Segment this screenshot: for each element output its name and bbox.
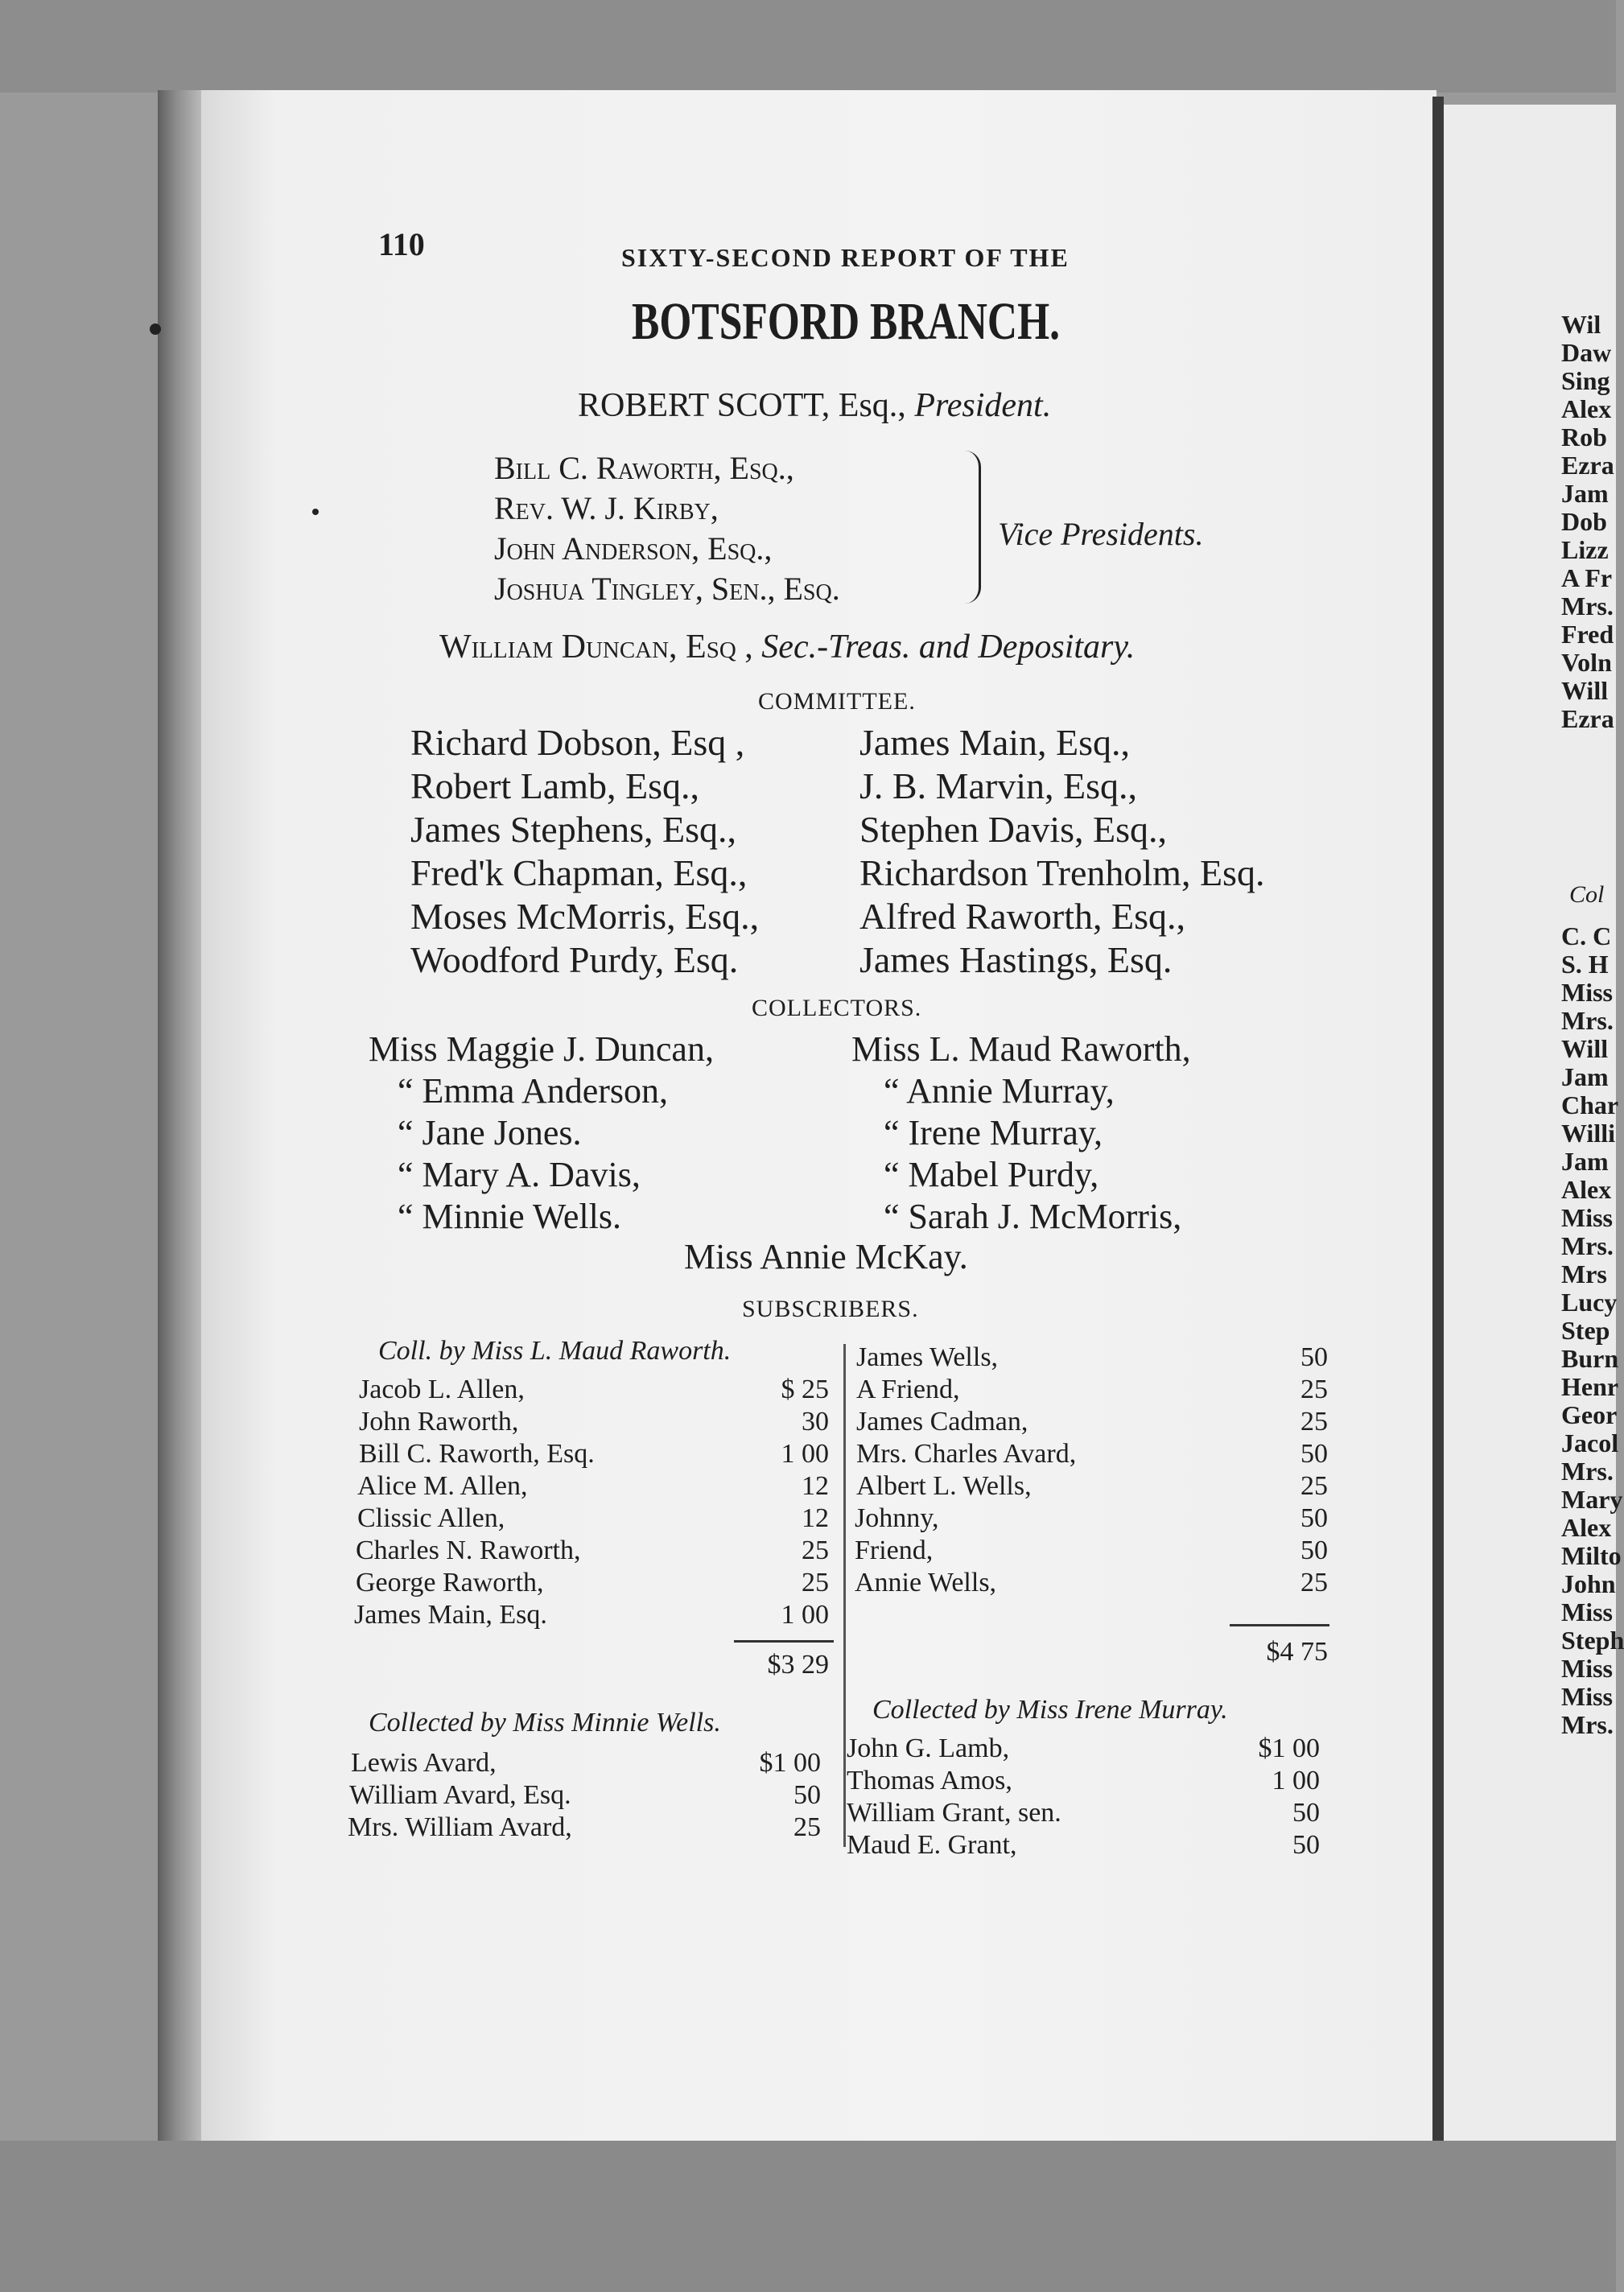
collector: “ Minnie Wells. [398,1197,621,1236]
vice-president: Bill C. Raworth, Esq., [494,450,794,486]
right-page-word: John [1561,1569,1616,1598]
subscriber-amount: 1 00 [781,1600,829,1630]
right-page-word: Jacol [1561,1428,1619,1457]
collector-heading: Collected by Miss Irene Murray. [872,1695,1228,1725]
total-rule [734,1640,834,1643]
president-name: ROBERT SCOTT, Esq., [578,387,906,424]
right-page-word: Milto [1561,1541,1622,1570]
collector: “ Jane Jones. [398,1113,582,1152]
subscriber-amount: 50 [1300,1536,1328,1565]
right-page-word: Alex [1561,1175,1612,1204]
right-page-word: Willi [1561,1119,1615,1148]
subscriber-name: Albert L. Wells, [856,1471,1032,1501]
subscriber-name: James Wells, [856,1342,999,1372]
subscriber-amount: 25 [1300,1375,1328,1404]
subscriber-name: James Main, Esq. [354,1600,547,1630]
right-page-word: Daw [1561,338,1612,367]
right-page-word: S. H [1561,950,1609,979]
committee-member: James Stephens, Esq., [410,809,737,850]
scan-frame-bottom [0,2141,1616,2292]
right-page-word: Char [1561,1090,1619,1119]
right-page-word: Ezra [1561,451,1614,480]
committee-member: Fred'k Chapman, Esq., [410,852,748,893]
committee-member: Woodford Purdy, Esq. [410,939,739,980]
subscriber-name: Clissic Allen, [357,1503,505,1533]
collector-heading: Collected by Miss Minnie Wells. [369,1708,721,1738]
right-page-word: Dob [1561,507,1607,536]
page-number: 110 [378,226,425,262]
secretary-name: William Duncan, Esq , [439,629,753,666]
right-page-word: Miss [1561,1597,1613,1626]
subscriber-amount: $ 25 [781,1375,829,1404]
subscriber-name: A Friend, [856,1375,960,1404]
collector-heading: Coll. by Miss L. Maud Raworth. [378,1336,732,1366]
subscriber-name: Friend, [855,1536,934,1565]
right-page-word: Step [1561,1316,1610,1345]
committee-member: Richardson Trenholm, Esq. [859,852,1265,893]
collector: “ Annie Murray, [884,1071,1115,1111]
committee-heading: COMMITTEE. [758,688,916,715]
right-page-word: Jam [1561,1062,1609,1091]
subscriber-name: Maud E. Grant, [847,1830,1017,1860]
subscriber-amount: 25 [1300,1407,1328,1437]
right-page-word: Mrs. [1561,1710,1614,1739]
subscriber-name: Thomas Amos, [847,1766,1012,1795]
subscriber-amount: 50 [1300,1342,1328,1372]
subscriber-name: Lewis Avard, [351,1748,497,1778]
subscribers-heading: SUBSCRIBERS. [742,1296,919,1322]
right-page-word: Miss [1561,1682,1613,1711]
right-page-word: Henr [1561,1372,1619,1401]
right-page-word: Rob [1561,423,1607,451]
committee-member: Robert Lamb, Esq., [410,765,699,806]
scan-speck [312,509,319,515]
subscriber-amount: 25 [802,1536,829,1565]
right-page-word: Will [1561,676,1609,705]
right-page-word: Mary [1561,1485,1623,1514]
right-page-word: Lizz [1561,535,1609,564]
subscriber-amount: 25 [1300,1471,1328,1501]
right-page-word: Alex [1561,394,1612,423]
subscriber-amount: 50 [1292,1830,1320,1860]
column-divider [843,1344,846,1847]
collector: Miss Maggie J. Duncan, [369,1029,714,1069]
subscriber-name: Mrs. Charles Avard, [856,1439,1077,1469]
subscriber-amount: 12 [802,1471,829,1501]
right-page-word: Alex [1561,1513,1612,1542]
right-page-word: Geor [1561,1400,1618,1429]
subscriber-amount: 1 00 [781,1439,829,1469]
subscriber-amount: 50 [1292,1798,1320,1828]
collector: “ Sarah J. McMorris, [884,1197,1182,1236]
right-page-word: Mrs. [1561,1231,1614,1260]
vice-presidents-label: Vice Presidents. [998,516,1204,552]
president-line [578,386,1051,425]
subscriber-name: William Avard, Esq. [349,1780,571,1810]
brace [964,451,981,604]
right-page-word: Jam [1561,479,1609,508]
subscriber-amount: 1 00 [1272,1766,1320,1795]
collector: Miss Annie McKay. [684,1237,968,1276]
right-page-word: Sing [1561,366,1610,395]
subscriber-amount: 30 [802,1407,829,1437]
page-gutter [1432,97,1444,2145]
subscriber-name: Bill C. Raworth, Esq. [359,1439,595,1469]
committee-member: James Hastings, Esq. [859,939,1173,980]
subscriber-name: Jacob L. Allen, [359,1375,525,1404]
subscriber-name: Mrs. William Avard, [348,1812,572,1842]
subscriber-name: William Grant, sen. [847,1798,1061,1828]
subscriber-amount: 25 [793,1812,821,1842]
right-page-word: Mrs. [1561,592,1614,620]
subscriber-name: George Raworth, [356,1568,544,1597]
right-page-word: Voln [1561,648,1612,677]
running-head: SIXTY-SECOND REPORT OF THE [621,243,1070,272]
subscriber-amount: 25 [802,1568,829,1597]
block-total: $3 29 [767,1650,829,1680]
collector: “ Mary A. Davis, [398,1155,641,1194]
subscriber-amount: 50 [1300,1503,1328,1533]
subscriber-name: Charles N. Raworth, [356,1536,581,1565]
committee-member: Moses McMorris, Esq., [410,896,760,937]
committee-member: Richard Dobson, Esq , [410,722,745,763]
committee-member: Stephen Davis, Esq., [859,809,1168,850]
right-page-word: Miss [1561,1654,1613,1683]
vice-president: Rev. W. J. Kirby, [494,490,719,526]
block-total: $4 75 [1266,1637,1328,1667]
right-page-word: Jam [1561,1147,1609,1176]
right-page-word: Lucy [1561,1288,1618,1317]
right-page-word: Ezra [1561,704,1614,733]
right-page-word: Burn [1561,1344,1619,1373]
right-page-word: A Fr [1561,563,1613,592]
right-page-word: Fred [1561,620,1614,649]
right-page-word: Mrs [1561,1259,1607,1288]
right-page-word: Mrs. [1561,1006,1614,1035]
vice-president: Joshua Tingley, Sen., Esq. [494,571,840,607]
collector: “ Emma Anderson, [398,1071,669,1111]
vice-president: John Anderson, Esq., [494,530,773,567]
subscriber-name: Annie Wells, [855,1568,997,1597]
subscriber-amount: $1 00 [759,1748,821,1778]
committee-member: J. B. Marvin, Esq., [859,765,1137,806]
subscriber-amount: 50 [1300,1439,1328,1469]
collector: “ Irene Murray, [884,1113,1103,1152]
right-page-word: Wil [1561,310,1601,339]
president-role: President. [914,387,1052,424]
subscriber-amount: 50 [793,1780,821,1810]
collectors-heading: COLLECTORS. [752,995,922,1021]
branch-title: BOTSFORD BRANCH. [632,292,1061,351]
subscriber-name: Alice M. Allen, [357,1471,528,1501]
total-rule [1230,1624,1329,1626]
scan-speck [150,324,161,335]
scan-frame-top [0,0,1616,93]
right-page-word: Steph [1561,1626,1624,1655]
right-page-word: Mrs. [1561,1457,1614,1486]
subscriber-amount: $1 00 [1258,1733,1320,1763]
right-page-word: Miss [1561,1203,1613,1232]
subscriber-name: John G. Lamb, [847,1733,1010,1763]
collector: Miss L. Maud Raworth, [851,1029,1191,1069]
subscriber-name: Johnny, [855,1503,939,1533]
right-page-word: Will [1561,1034,1609,1063]
subscriber-amount: 25 [1300,1568,1328,1597]
secretary-line [439,628,1135,666]
subscriber-name: James Cadman, [856,1407,1028,1437]
right-page-word: C. C [1561,921,1612,950]
committee-member: Alfred Raworth, Esq., [859,896,1185,937]
book-binding [158,90,203,2146]
right-page-word: Miss [1561,978,1613,1007]
subscriber-amount: 12 [802,1503,829,1533]
subscriber-name: John Raworth, [359,1407,519,1437]
right-page-heading: Col [1569,881,1605,908]
collector: “ Mabel Purdy, [884,1155,1099,1194]
secretary-role: Sec.-Treas. and Depositary. [761,629,1136,666]
committee-member: James Main, Esq., [859,722,1131,763]
